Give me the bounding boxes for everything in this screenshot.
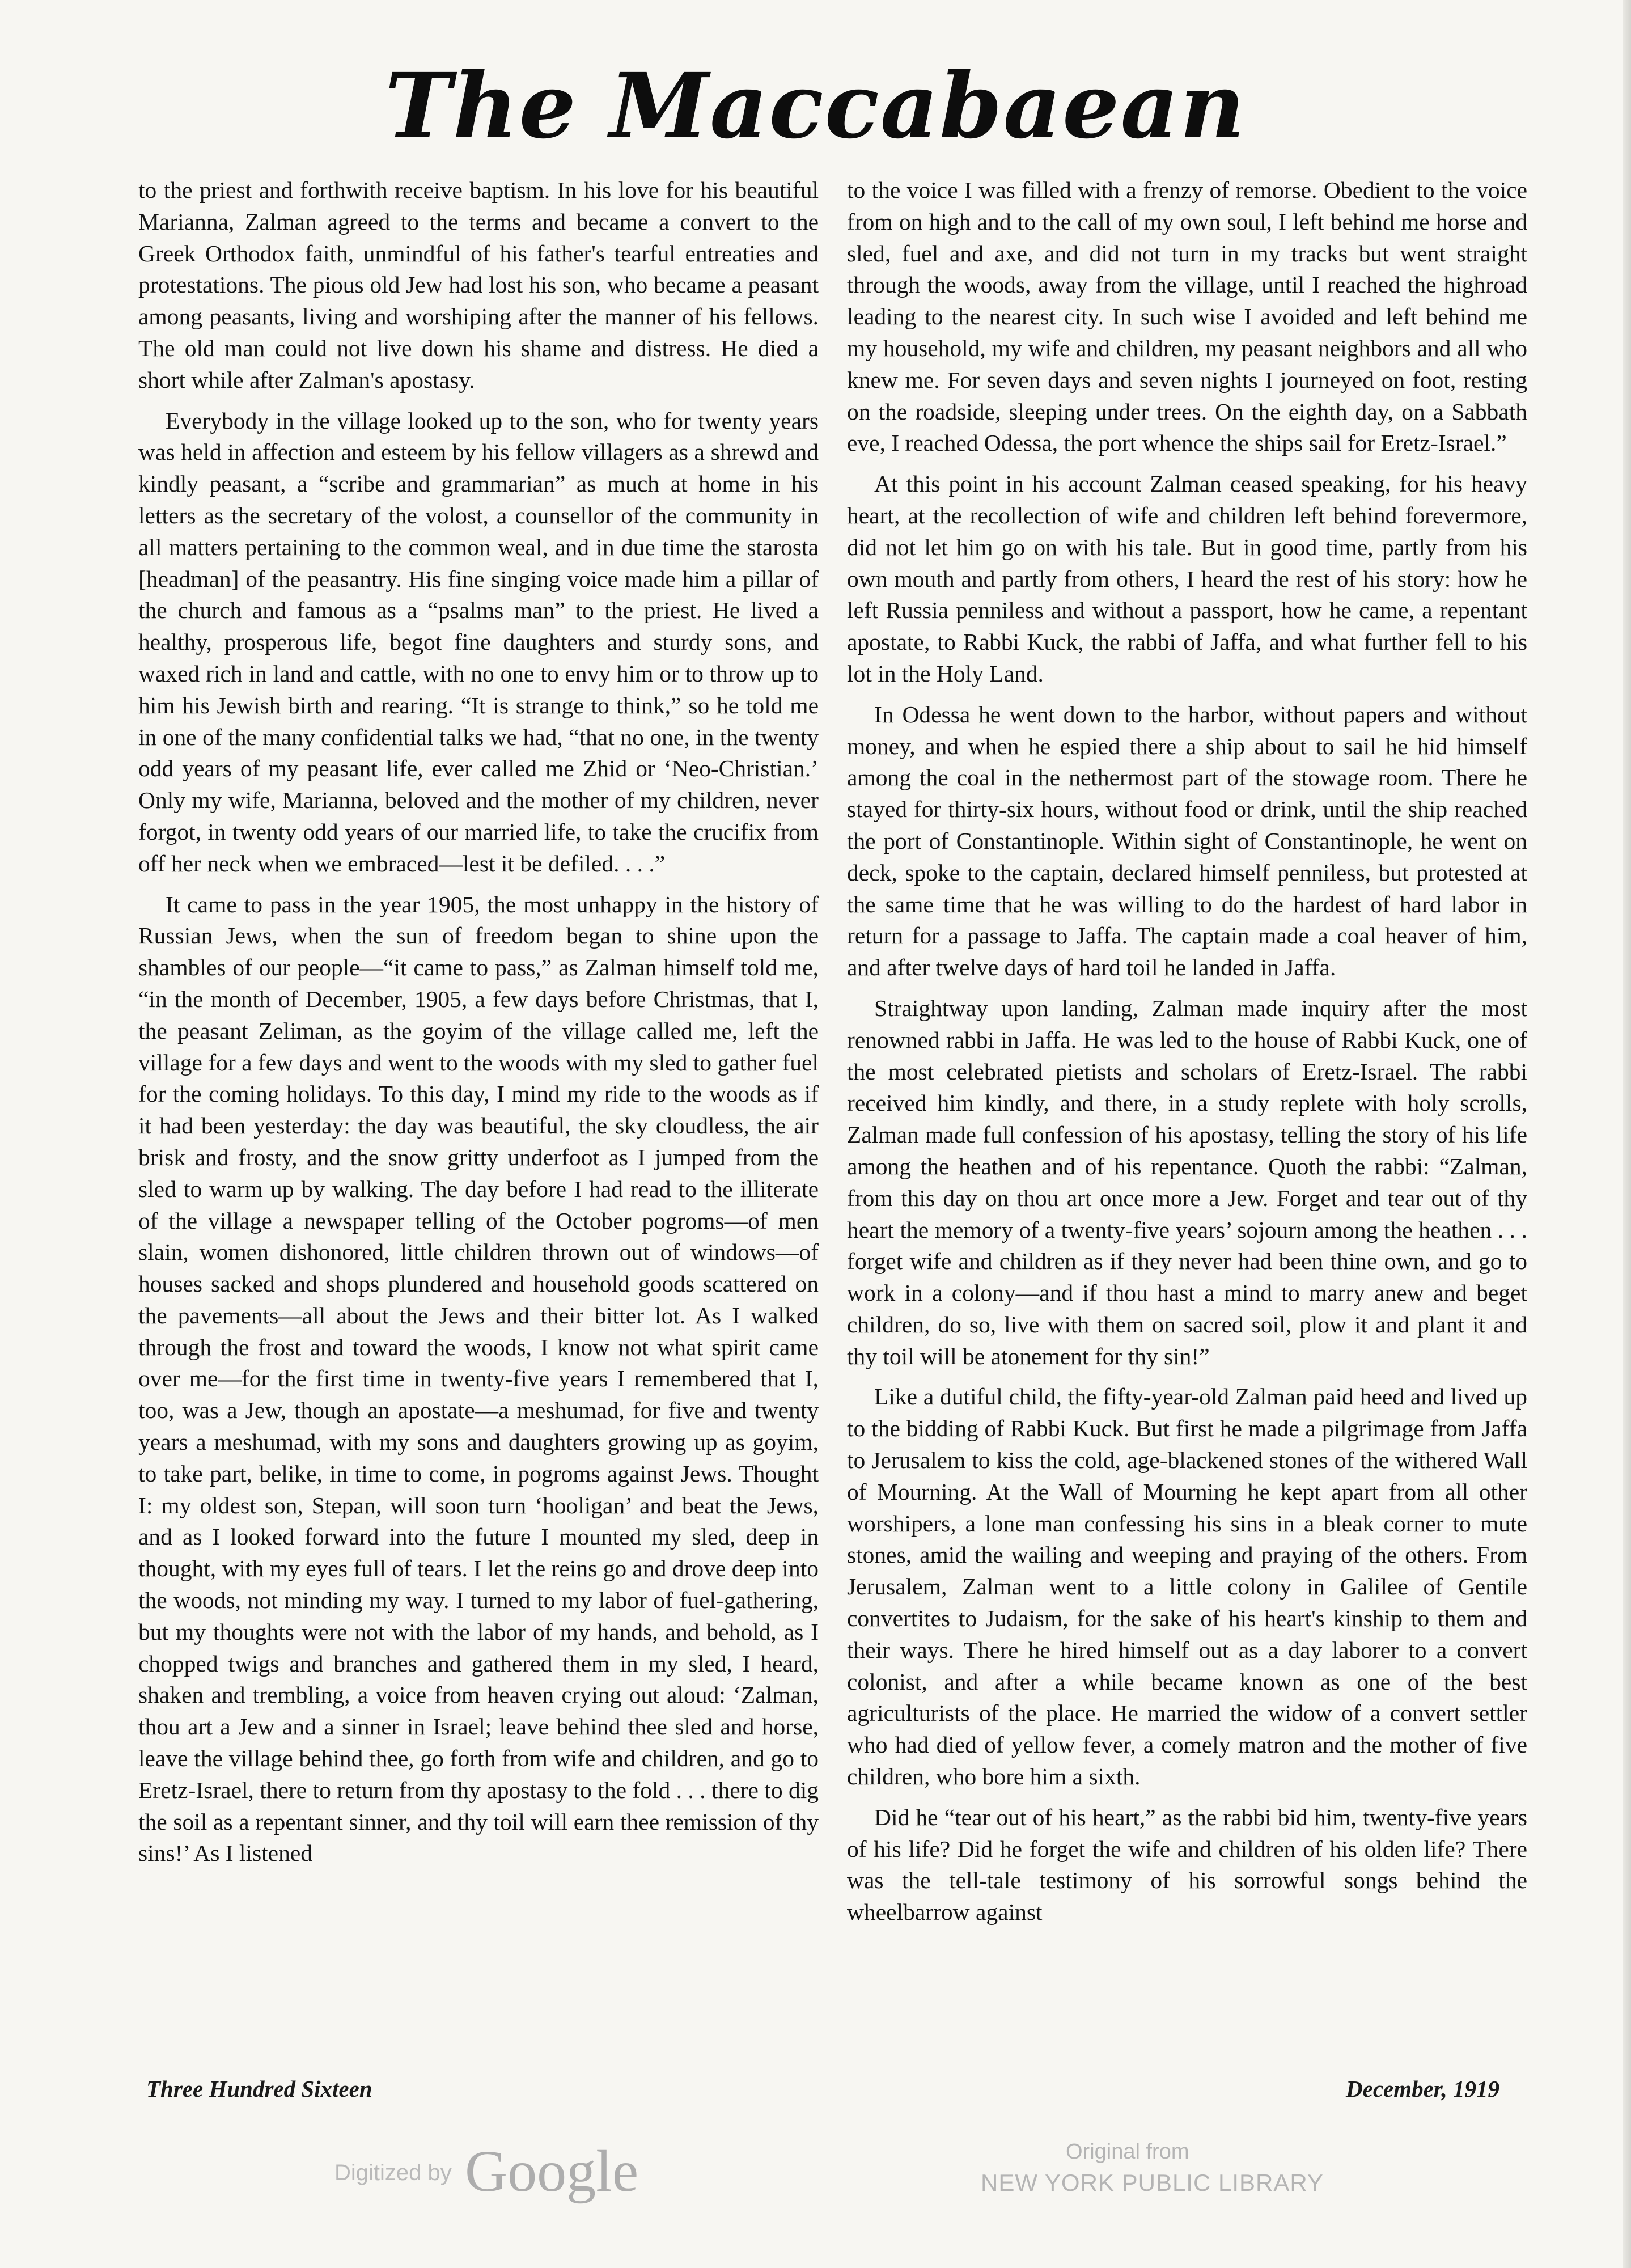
paragraph: Straightway upon landing, Zalman made inquiry after the most renowned rabbi in Jaffa. He was led to the house of Rabbi Kuck, one of the most celebrated pietists and scholars of Eretz-Israel. The rabbi received him kindly, and there, in a study replete with holy scrolls, Zalman made full confession of his apostasy, telling the story of his life among the heathen and of his repentance. Quoth the rabbi: “Zalman, from this day on thou art once more a Jew. Forget and tear out of thy heart the memory of a twenty-five years’ sojourn among the heathen . . . forget wife and children as if they never had been thine own, and go to work in a colony—and if thou hast a mind to marry anew and beget children, do so, live with them on sacred soil, plow it and plant it and thy toil will be atonement for thy sin!”: [847, 995, 1527, 1369]
original-from-label: Original from: [1066, 2140, 1189, 2164]
paragraph: It came to pass in the year 1905, the most unhappy in the history of Russian Jews, when the sun of freedom began to shine upon the shambles of our people—“it came to pass,” as Zalman himself told me, “in the month of December, 1905, a few days before Christmas, that I, the peasant Zeliman, as the goyim of the village called me, left the village for a few days and went to the woods with my sled to gather fuel for the coming holidays. To this day, I mind my ride to the woods as if it had been yesterday: the day was beautiful, the sky cloudless, the air brisk and frosty, and the snow gritty underfoot as I jumped from the sled to warm up by walking. The day before I had read to the illiterate of the village a newspaper telling of the October pogroms—of men slain, women dishonored, little children thrown out of windows—of houses sacked and shops plundered and household goods scattered on the pavements—all about the Jews and their bitter lot. As I walked through the frost and toward the woods, I know not what spirit came over me—for the first time in twenty-five years I remembered that I, too, was a Jew, though an apostate—a meshumad, for five and twenty years a meshumad, with my sons and daughters growing up as goyim, to take part, belike, in time to come, in pogroms against Jews. Thought I: my oldest son, Stepan, will soon turn ‘hooligan’ and beat the Jews, and as I looked forward into the future I mounted my sled, deep in thought, with my eyes full of tears. I let the reins go and drove deep into the woods, not minding my way. I turned to my labor of fuel-gathering, but my thoughts were not with the labor of my hands, and behold, as I chopped twigs and branches and gathered them in my sled, I heard, shaken and trembling, a voice from heaven crying out aloud: ‘Zalman, thou art a Jew and a sinner in Israel; leave behind thee sled and horse, leave the village behind thee, go forth from wife and children, and go to Eretz-Israel, there to return from thy apostasy to the fold . . . there to dig the soil as a repentant sinner, and thy toil will earn thee remission of thy sins!’ As I listened: [138, 891, 819, 1867]
paragraph: to the voice I was filled with a frenzy of remorse. Obedient to the voice from on high and to the call of my own soul, I left behind me horse and sled, fuel and axe, and did not turn in my tracks but went straight through the woods, away from the village, until I reached the highroad leading to the nearest city. In such wise I avoided and left behind me my household, my wife and children, my peasant neighbors and all who knew me. For seven days and seven nights I journeyed on foot, resting on the roadside, sleeping under trees. On the eighth day, on a Sabbath eve, I reached Odessa, the port whence the ships sail for Eretz-Israel.”: [847, 177, 1527, 456]
issue-date: December, 1919: [1346, 2076, 1499, 2102]
paragraph: In Odessa he went down to the harbor, without papers and without money, and when he espied there a ship about to sail he hid himself among the coal in the nethermost part of the stowage room. There he stayed for thirty-six hours, without food or drink, until the ship reached the port of Constantinople. Within sight of Constantinople, he went on deck, spoke to the captain, declared himself penniless, but protested at the same time that he was willing to do the hardest of hard labor in return for a passage to Jaffa. The captain made a coal heaver of him, and after twelve days of hard toil he landed in Jaffa.: [847, 701, 1527, 981]
page-number-label: Three Hundred Sixteen: [146, 2076, 372, 2102]
left-column: [138, 175, 819, 1878]
google-logo: Google: [465, 2139, 639, 2204]
paragraph: to the priest and forthwith receive baptism. In his love for his beautiful Marianna, Zalman agreed to the terms and became a convert to the Greek Orthodox faith, unmindful of his father's tearful entreaties and protestations. The pious old Jew had lost his son, who became a peasant among peasants, living and worshiping after the manner of his fellows. The old man could not live down his shame and distress. He died a short while after Zalman's apostasy.: [138, 177, 819, 393]
library-label: NEW YORK PUBLIC LIBRARY: [981, 2169, 1324, 2196]
paragraph: Like a dutiful child, the fifty-year-old Zalman paid heed and lived up to the bidding of Rabbi Kuck. But first he made a pilgrimage from Jaffa to Jerusalem to kiss the cold, age-blackened stones of the withered Wall of Mourning. At the Wall of Mourning he kept apart from all other worshipers, a lone man confessing his sins in a bleak corner to mute stones, amid the wailing and weeping and praying of the others. From Jerusalem, Zalman went to a little colony in Galilee of Gentile convertites to Judaism, for the sake of his heart's kinship to them and their ways. There he hired himself out as a day laborer to a convert colonist, and after a while became known as one of the best agriculturists of the place. He married the widow of a convert settler who had died of yellow fever, a comely matron and the mother of five children, who bore him a sixth.: [847, 1383, 1527, 1790]
right-column: [847, 175, 1527, 1937]
page-edge: [1623, 0, 1631, 2268]
paragraph: At this point in his account Zalman ceased speaking, for his heavy heart, at the recollection of wife and children left behind forevermore, did not let him go on with his tale. But in good time, partly from his own mouth and partly from others, I heard the rest of his story: how he left Russia penniless and without a passport, how he came, a repentant apostate, to Rabbi Kuck, the rabbi of Jaffa, and what further fell to his lot in the Holy Land.: [847, 471, 1527, 687]
paragraph: Everybody in the village looked up to the son, who for twenty years was held in affection and esteem by his fellow villagers as a shrewd and kindly peasant, a “scribe and grammarian” as much at home in his letters as the secretary of the volost, a counsellor of the community in all matters pertaining to the common weal, and in due time the starosta [headman] of the peasantry. His fine singing voice made him a pillar of the church and famous as a “psalms man” to the priest. He lived a healthy, prosperous life, begot fine daughters and sturdy sons, and waxed rich in land and cattle, with no one to envy him or to throw up to him his Jewish birth and rearing. “It is strange to think,” so he told me in one of the many confidential talks we had, “that no one, in the twenty odd years of my peasant life, ever called me Zhid or ‘Neo-Christian.’ Only my wife, Marianna, beloved and the mother of my children, never forgot, in twenty odd years of our married life, to take the crucifix from off her neck when we embraced—lest it be defiled. . . .”: [138, 407, 819, 877]
digitized-by-label: Digitized by: [334, 2160, 452, 2185]
masthead-title: The Maccabaean: [385, 54, 1246, 159]
paragraph: Did he “tear out of his heart,” as the rabbi bid him, twenty-five years of his life? Did he forget the wife and children of his olden life? There was the tell-tale testimony of his sorrowful songs behind the wheelbarrow against: [847, 1804, 1527, 1926]
